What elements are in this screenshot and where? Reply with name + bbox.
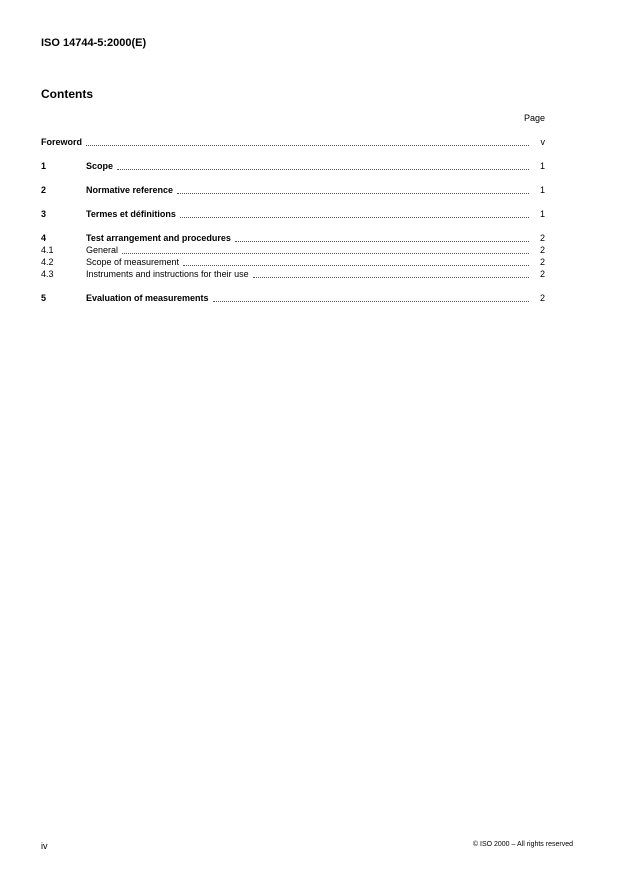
toc-dot-leader [117,169,529,170]
toc-entry-title: Instruments and instructions for their use [86,269,249,279]
toc-entry-normative-reference[interactable] [41,185,545,196]
toc-entry-number: 4.2 [41,257,54,267]
toc-dot-leader [235,241,529,242]
toc-entry-title: Normative reference [86,185,174,195]
page-column-label: Page [523,113,545,123]
toc-dot-leader [183,265,529,266]
toc-entry-foreword[interactable] [41,137,545,148]
document-id: ISO 14744-5:2000(E) [41,37,147,49]
toc-entry-page: 2 [539,293,545,303]
toc-entry-title: Foreword [41,137,83,147]
toc-dot-leader [213,301,529,302]
toc-entry-scope[interactable] [41,161,545,172]
toc-dot-leader [180,217,529,218]
toc-entry-title: Termes et définitions [86,209,176,219]
toc-entry-test-arrangement[interactable] [41,233,545,244]
toc-entry-title: Scope [86,161,114,171]
footer-copyright: © ISO 2000 – All rights reserved [472,841,573,848]
toc-entry-instruments[interactable] [41,269,545,280]
toc-entry-number: 3 [41,209,47,219]
toc-entry-terms-definitions[interactable] [41,209,545,220]
toc-dot-leader [253,277,529,278]
toc-entry-page: 2 [539,257,545,267]
toc-entry-title: General [86,245,119,255]
toc-entry-number: 1 [41,161,47,171]
toc-entry-number: 4.1 [41,245,54,255]
toc-entry-number: 4.3 [41,269,54,279]
toc-entry-number: 2 [41,185,47,195]
toc-dot-leader [86,145,529,146]
toc-dot-leader [122,253,529,254]
toc-entry-page: v [540,137,545,147]
toc-entry-scope-of-measurement[interactable] [41,257,545,268]
toc-entry-number: 4 [41,233,47,243]
toc-entry-page: 2 [539,233,545,243]
toc-entry-page: 1 [539,209,545,219]
toc-entry-page: 1 [539,185,545,195]
toc-entry-title: Test arrangement and procedures [86,233,231,243]
footer-page-number: iv [41,841,48,851]
toc-entry-number: 5 [41,293,47,303]
toc-entry-title: Scope of measurement [86,257,180,267]
toc-entry-general[interactable] [41,245,545,256]
toc-entry-page: 1 [539,161,545,171]
toc-entry-page: 2 [539,245,545,255]
toc-dot-leader [177,193,529,194]
toc-entry-evaluation[interactable] [41,293,545,304]
contents-heading: Contents [41,87,93,101]
toc-entry-page: 2 [539,269,545,279]
toc-entry-title: Evaluation of measurements [86,293,209,303]
